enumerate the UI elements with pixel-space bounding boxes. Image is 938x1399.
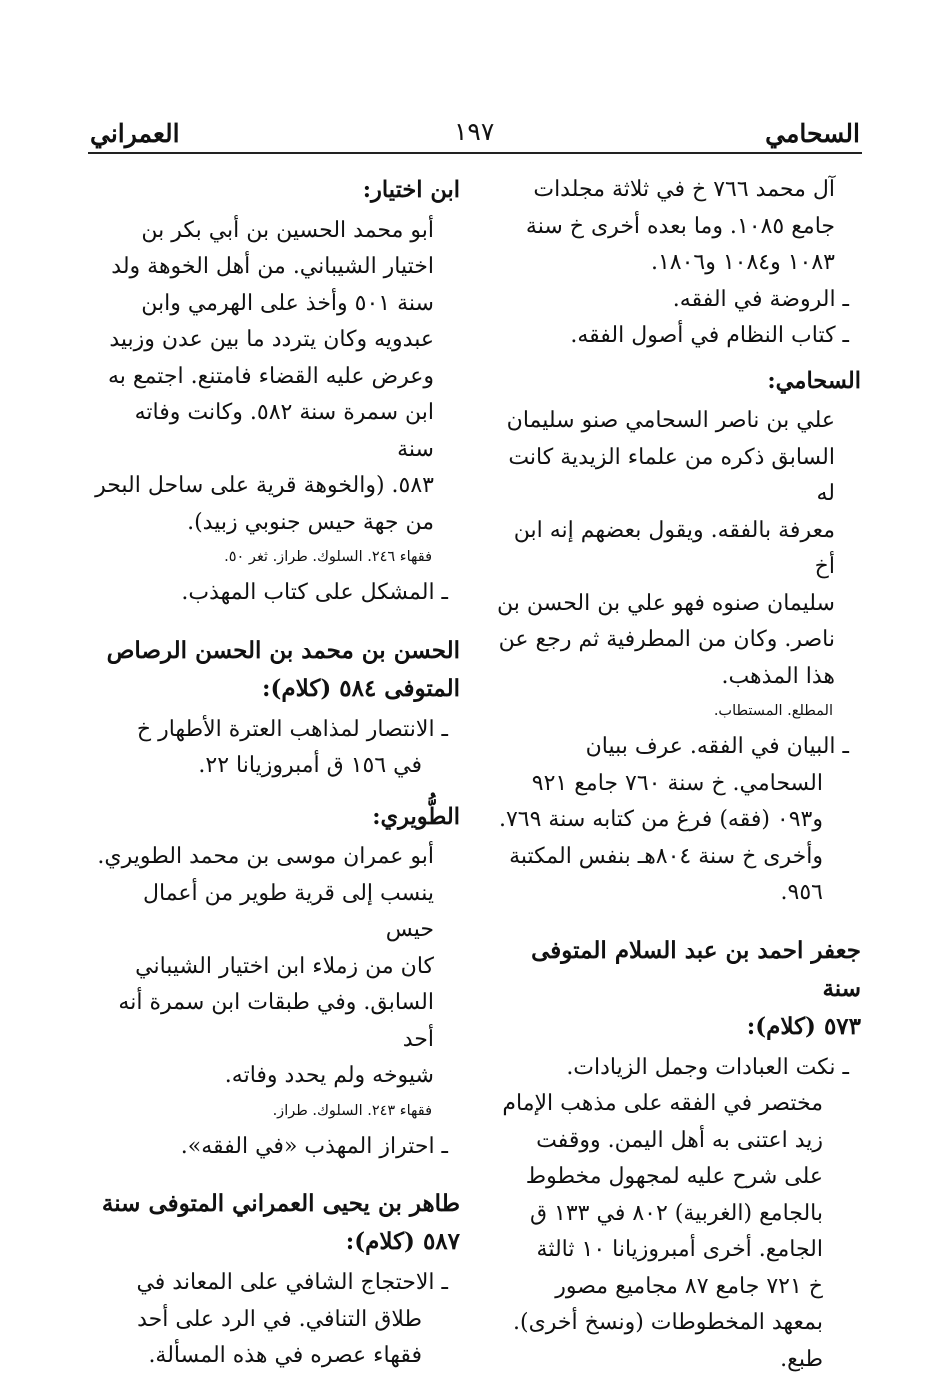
work-item: ـ المشكل على كتاب المهذب.: [181, 580, 448, 605]
text-line: علي بن ناصر السحامي صنو سليمان: [506, 408, 835, 433]
text-line: فقهاء عصره في هذه المسألة.: [148, 1343, 422, 1368]
right-column: [488, 172, 861, 1378]
text-line: وعرض عليه القضاء فامتنع. اجتمع به: [107, 363, 434, 389]
text-line: بمعهد المخطوطات (ونسخ أخرى).: [513, 1310, 823, 1335]
source-citation: فقهاء ٢٤٦. السلوك. طراز. ثغر ٥٠.: [224, 549, 432, 565]
text-line: طاهر بن يحيى العمراني المتوفى سنة: [101, 1190, 460, 1217]
text-line: ـ البيان في الفقه. عرف ببيان: [585, 734, 849, 759]
text-line: بالجامع (الغربية) ٨٠٢ في ١٣٣ ق: [529, 1200, 823, 1226]
entry-heading: [92, 632, 460, 708]
work-item: ـ احتراز المهذب «في الفقه».: [180, 1133, 448, 1159]
text-line: جامع ١٠٨٥. وما بعده أخرى خ سنة: [525, 213, 835, 239]
entry-body: [92, 213, 460, 542]
entry-body: [488, 403, 861, 695]
text-line: ـ الاحتجاج الشافي على المعاند في: [136, 1270, 448, 1295]
text-line: كان من زملاء ابن اختيار الشيباني: [135, 953, 434, 979]
text-line: زيد اعتنى به أهل اليمن. ووقفت: [536, 1127, 823, 1153]
work-item: [92, 1265, 460, 1375]
text-line: ١٠٨٣ و١٠٨٤ و١٨٠٦.: [650, 250, 835, 275]
text-line: السابق. وفي طبقات ابن سمرة أنه أحد: [118, 990, 434, 1052]
text-line: معرفة بالفقه. ويقول بعضهم إنه ابن أخ: [513, 517, 835, 579]
text-line: ناصر. وكان من المطرفية ثم رجع عن: [498, 627, 835, 652]
work-item: [488, 1050, 861, 1379]
text-line: طبع.: [780, 1346, 823, 1372]
text-line: السابق ذكره من علماء الزيدية كانت له: [508, 444, 835, 506]
left-column: [92, 172, 460, 1375]
text-line: ٥٨٣. (والخوهة قرية على ساحل البحر: [95, 473, 434, 498]
continuation-text: [488, 172, 861, 282]
text-line: خ ٧٢١ جامع ٨٧ مجاميع مصور: [555, 1273, 823, 1299]
text-line: المتوفى ٥٨٤ (كلام):: [262, 674, 460, 702]
source-citation: فقهاء ٢٤٣. السلوك. طراز.: [272, 1102, 432, 1119]
text-line: الجامع. أخرى أمبروزيانا ١٠ ثالثة: [536, 1237, 823, 1262]
text-line: ينسب إلى قرية طوير من أعمال حيس: [143, 880, 434, 942]
work-item: [92, 712, 460, 785]
entry-heading: ابن اختيار:: [362, 177, 460, 203]
header-rule: [88, 152, 862, 154]
text-line: السحامي. خ سنة ٧٦٠ جامع ٩٢١: [531, 770, 823, 796]
text-line: في ١٥٦ ق أمبروزيانا ٢٢.: [198, 753, 422, 778]
entry-heading: [92, 1185, 460, 1261]
text-line: سنة ٥٠١ وأخذ على الهرمي وابن: [141, 290, 434, 316]
text-line: ٥٨٧ (كلام):: [345, 1228, 460, 1255]
text-line: مختصر في الفقه على مذهب الإمام: [502, 1091, 823, 1116]
work-item: ـ كتاب النظام في أصول الفقه.: [570, 323, 849, 348]
running-head-left: العمراني: [90, 119, 180, 148]
running-head-right: السحامي: [765, 119, 860, 148]
text-line: ٥٧٣ (كلام):: [746, 1012, 861, 1040]
entry-heading: السحامي:: [767, 367, 861, 394]
text-line: اختيار الشيباني. من أهل الخوهة ولد: [111, 254, 434, 279]
text-line: آل محمد ٧٦٦ خ في ثلاثة مجلدات: [533, 177, 835, 202]
text-line: أبو عمران موسى بن محمد الطويري.: [97, 844, 434, 869]
text-line: سليمان صنوه فهو علي بن الحسن بن: [496, 590, 835, 616]
page-number: ١٩٧: [454, 117, 495, 146]
text-line: ـ الانتصار لمذاهب العترة الأطهار خ: [136, 716, 448, 742]
text-line: من جهة حيس جنوبي زبيد).: [187, 509, 434, 535]
text-line: ابن سمرة سنة ٥٨٢. وكانت وفاته سنة: [134, 400, 434, 462]
text-line: و٠٩٣ (فقه) فرغ من كتابه سنة ٧٦٩.: [498, 807, 823, 832]
entry-heading: [488, 932, 861, 1046]
work-item: ـ الروضة في الفقه.: [672, 286, 849, 312]
page-header: [90, 112, 860, 152]
text-line: جعفر احمد بن عبد السلام المتوفى سنة: [531, 936, 861, 1002]
text-line: الحسن بن محمد بن الحسن الرصاص: [106, 636, 460, 664]
text-line: على شرح عليه لمجهول مخطوط: [525, 1164, 823, 1189]
entry-heading: الطُّويري:: [372, 803, 460, 830]
source-citation: المطلع. المستطاب.: [713, 703, 833, 719]
entry-body: [92, 839, 460, 1095]
text-line: هذا المذهب.: [721, 663, 835, 689]
text-line: طلاق التنافي. في الرد على أحد: [137, 1306, 422, 1332]
text-line: وأخرى خ سنة ٨٠٤هـ بنفس المكتبة: [509, 843, 823, 869]
text-line: أبو محمد الحسين بن أبي بكر بن: [141, 217, 434, 243]
text-line: ٩٥٦.: [780, 880, 823, 905]
text-line: شيوخه ولم يحدد وفاته.: [224, 1063, 434, 1088]
text-line: عبدويه وكان يتردد ما بين عدن وزبيد: [109, 327, 434, 352]
work-item: [488, 729, 861, 912]
text-line: ـ نكت العبادات وجمل الزيادات.: [566, 1054, 849, 1080]
